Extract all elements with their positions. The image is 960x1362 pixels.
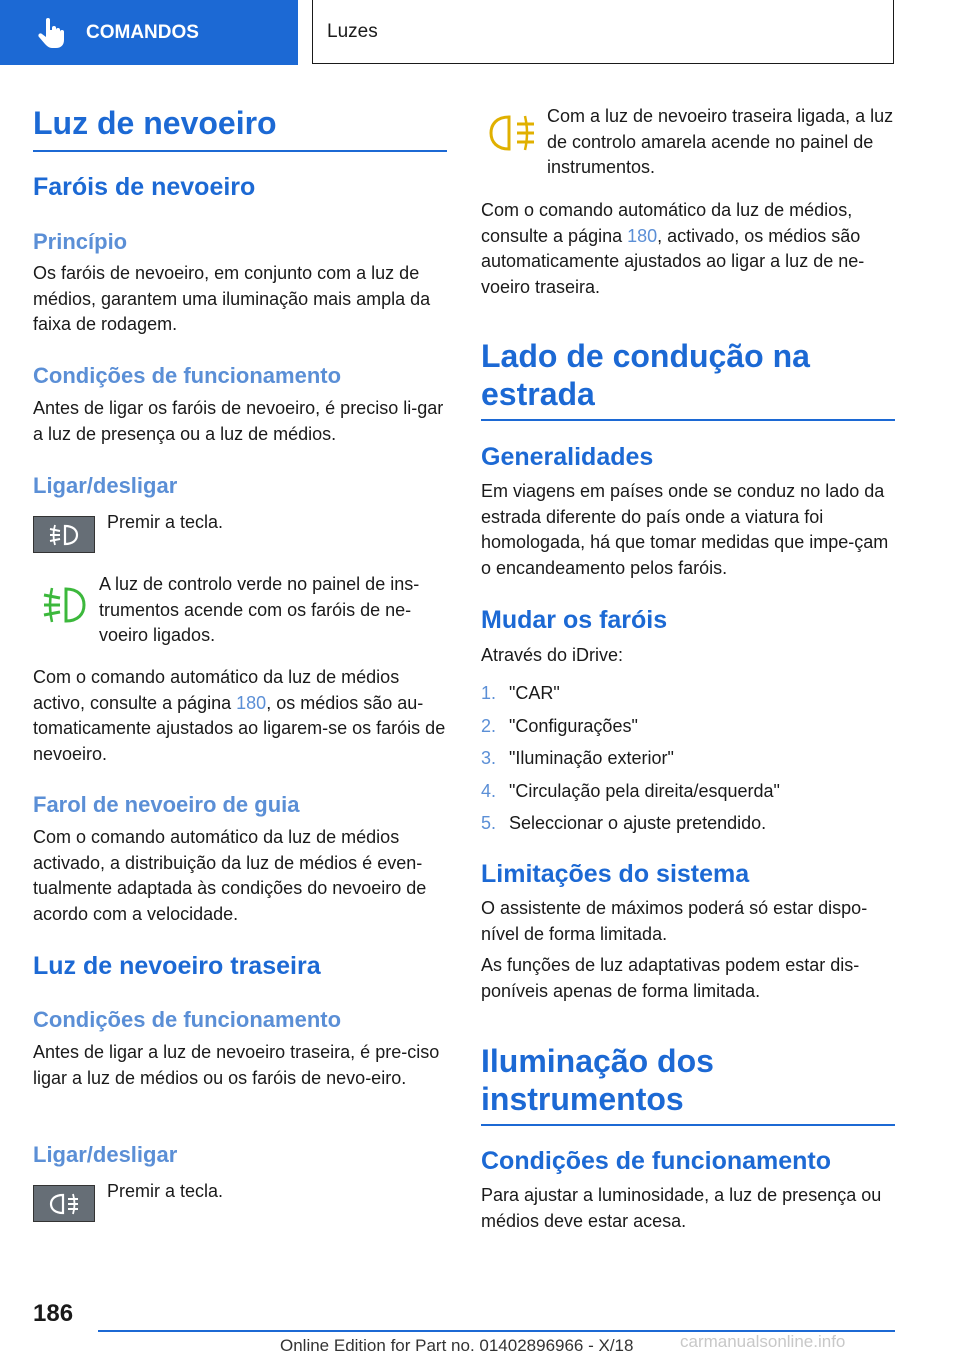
heading-ligar-2: Ligar/desligar — [33, 1142, 178, 1167]
heading-condicoes-1: Condições de funcionamento — [33, 363, 342, 388]
auto-2-text-a: Com o comando automático da luz de médios, consulte a página — [481, 200, 853, 246]
principio-text: Os faróis de nevoeiro, em conjunto com a luz de médios, garantem uma iluminação mais ampla da faixa de rodagem. — [33, 263, 431, 334]
green-indicator — [33, 582, 95, 628]
hand-pointer-icon — [38, 18, 64, 48]
front-fog-light-icon — [47, 523, 81, 547]
page-link-180-b[interactable]: 180 — [627, 225, 658, 246]
list-item: 1. "CAR" — [481, 683, 560, 703]
amber-indicator — [481, 110, 543, 156]
ligar-2-text: Premir a tecla. — [107, 1181, 224, 1201]
list-item: 2. "Configurações" — [481, 715, 638, 736]
heading-luz-traseira: Luz de nevoeiro traseira — [33, 952, 321, 980]
section-title-lado-conducao: Lado de condução na estrada — [481, 337, 895, 421]
auto-2-text-b: , activado, os médios são automaticamente ajustados ao ligar a luz de ne-voeiro traseira. — [481, 225, 865, 297]
heading-generalidades: Generalidades — [481, 443, 654, 471]
condicoes-2-text: Antes de ligar a luz de nevoeiro traseira, é pre-ciso ligar a luz de médios ou os faróis de nevo-eiro. — [33, 1042, 440, 1088]
tab-section-label: Luzes — [327, 20, 378, 42]
rear-fog-indicator-amber-icon — [487, 113, 537, 153]
condicoes-1-text: Antes de ligar os faróis de nevoeiro, é preciso li-gar a luz de presença ou a luz de médios. — [33, 398, 444, 444]
front-fog-button-icon — [33, 516, 95, 553]
heading-limitacoes: Limitações do sistema — [481, 860, 750, 888]
ligar-1-text: Premir a tecla. — [107, 512, 224, 532]
heading-condicoes-3: Condições de funcionamento — [481, 1147, 832, 1175]
section-title-luz-nevoeiro: Luz de nevoeiro — [33, 104, 447, 152]
header-tab-section[interactable] — [312, 0, 894, 64]
watermark: carmanualsonline.info — [680, 1332, 846, 1351]
auto-1-text-b: , os médios são au-tomaticamente ajustados ao ligarem-se os faróis de nevoeiro. — [33, 692, 446, 764]
footer-edition: Online Edition for Part no. 01402896966 - X/18 — [280, 1336, 634, 1355]
heading-mudar-farois: Mudar os faróis — [481, 606, 668, 634]
front-fog-indicator-green-icon — [40, 585, 88, 625]
indicator-amber-text: Com a luz de nevoeiro traseira ligada, a luz de controlo amarela acende no painel de instrumentos. — [547, 106, 894, 177]
rear-fog-light-icon — [47, 1192, 81, 1216]
generalidades-text: Em viagens em países onde se conduz no lado da estrada diferente do país onde a viatura foi homologada, há que tomar medidas que impe-çam o encandeamento pelos faróis. — [481, 481, 889, 578]
auto-1-paragraph — [33, 665, 447, 767]
page-number: 186 — [33, 1300, 74, 1327]
header-tab-commands[interactable] — [0, 0, 298, 65]
limitacoes-text-1: O assistente de máximos poderá só estar dispo-nível de forma limitada. — [481, 898, 868, 944]
list-item: 5. Seleccionar o ajuste pretendido. — [481, 813, 767, 833]
heading-farol-guia: Farol de nevoeiro de guia — [33, 792, 300, 817]
rear-fog-button-icon — [33, 1185, 95, 1222]
idrive-steps-list — [481, 681, 895, 844]
condicoes-3-text: Para ajustar a luminosidade, a luz de presença ou médios deve estar acesa. — [481, 1185, 882, 1231]
heading-ligar-1: Ligar/desligar — [33, 473, 178, 498]
list-item: 4. "Circulação pela direita/esquerda" — [481, 780, 780, 801]
heading-principio: Princípio — [33, 229, 128, 254]
section-title-iluminacao: Iluminação dos instrumentos — [481, 1042, 895, 1126]
auto-1-text-a: Com o comando automático da luz de médios activo, consulte a página — [33, 667, 400, 713]
mudar-intro: Através do iDrive: — [481, 645, 624, 665]
indicator-green-text: A luz de controlo verde no painel de ins-trumentos acende com os faróis de ne-voeiro ligados. — [99, 574, 420, 645]
tab-commands-label: COMANDOS — [86, 21, 199, 43]
heading-farois-nevoeiro: Faróis de nevoeiro — [33, 173, 256, 201]
guia-text: Com o comando automático da luz de médios activado, a distribuição da luz de médios é even-tualmente adaptada às condições do nevoeiro de acordo com a velocidade. — [33, 827, 427, 924]
heading-condicoes-2: Condições de funcionamento — [33, 1007, 342, 1032]
list-item: 3. "Iluminação exterior" — [481, 748, 674, 768]
page-link-180[interactable]: 180 — [236, 692, 267, 713]
limitacoes-text-2: As funções de luz adaptativas podem estar dis-poníveis apenas de forma limitada. — [481, 955, 860, 1001]
auto-2-paragraph — [481, 198, 895, 300]
